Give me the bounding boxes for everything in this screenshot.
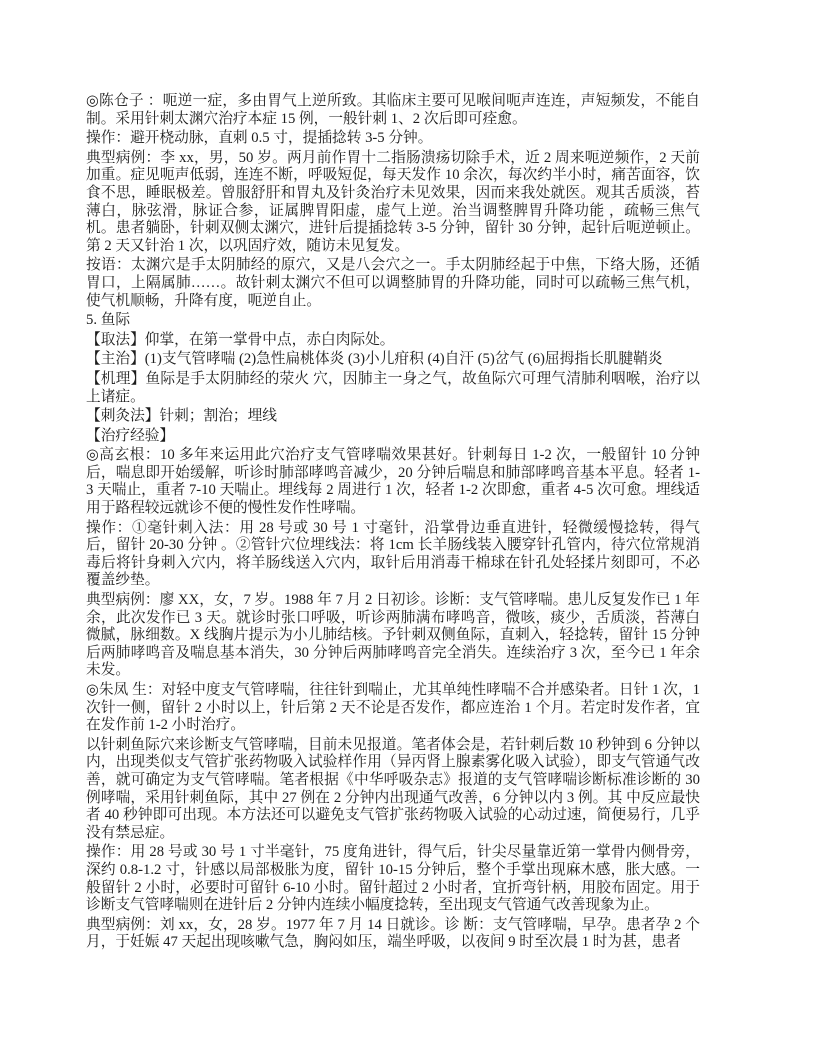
paragraph-mechanism: 【机理】鱼际是手太阴肺经的荥火 穴，因肺主一身之气，故鱼际穴可理气清肺利咽喉，治疗以上诸症。 (86, 370, 700, 405)
paragraph-needling-methods: 【刺灸法】针刺；割治；埋线 (86, 408, 277, 425)
paragraph-operation-yuji-2: 操作：用 28 号或 30 号 1 寸半毫针，75 度角进针，得气后，针尖尽量靠近第一掌骨内侧骨旁，深约 0.8-1.2 寸，针感以局部极胀为度，留针 10-15 分钟后，整个手掌出现麻木感，胀大感。一般留针 2 小时，必要时可留针 6-10 小时。留针超过 2 小时者，宜折弯针柄，用胶布固定。用于诊断支气管哮喘则在进针后 2 分钟内连续小幅度捻转，至出现支气管通气改善现象为止。 (86, 844, 700, 914)
paragraph-diagnosis-method: 以针刺鱼际穴来诊断支气管哮喘，目前未见报道。笔者体会是，若针刺后数 10 秒钟到 6 分钟以内，出现类似支气管扩张药物吸入试验样作用（异丙肾上腺素雾化吸入试验），即支气管通气改善，就可确定为支气管哮喘。笔者根据《中华呼吸杂志》报道的支气管哮喘诊断标准诊断的 30 例哮喘，采用针刺鱼际，其中 27 例在 2 分钟内出现通气改善，6 分钟以内 3 例。其 中反应最快者 40 秒钟即可出现。本方法还可以避免支气管扩张药物吸入试验的心动过速，简便易行，几乎没有禁忌症。 (86, 736, 700, 841)
paragraph-case-liao: 典型病例：廖 XX，女，7 岁。1988 年 7 月 2 日初诊。诊断：支气管哮喘。患儿反复发作已 1 年余，此次发作已 3 天。就诊时张口呼吸，听诊两肺满布哮鸣音，微咳，痰少，舌质淡，苔薄白微腻，脉细数。X 线胸片提示为小儿肺结核。予针刺双侧鱼际，直刺入，轻捻转，留针 15 分钟后两肺哮鸣音及喘息基本消失，30 分钟后两肺哮鸣音完全消失。连续治疗 3 次，至今已 1 年余未发。 (86, 592, 700, 679)
paragraph-chen-cangzi: ◎陈仓子 ：呃逆一症，多由胃气上逆所致。其临床主要可见喉间呃声连连，声短频发，不能自制。采用针刺太渊穴治疗本症 15 例，一般针刺 1、2 次后即可痊愈。 (86, 93, 700, 127)
paragraph-commentary-taiyuan: 按语：太渊穴是手太阴肺经的原穴，又是八会穴之一。手太阴肺经起于中焦，下络大肠，还循胃口，上隔属肺……。故针刺太渊穴不但可以调整肺胃的升降功能，同时可以疏畅三焦气机，使气机顺畅，升降有度，呃逆自止。 (86, 257, 700, 309)
paragraph-case-li: 典型病例：李 xx，男，50 岁。两月前作胃十二指肠溃疡切除手术，近 2 周来呃逆频作，2 天前加重。症见呃声低弱，连连不断，呼吸短促，每天发作 10 余次，每次约半小时，痛苦面容，饮食不思，睡眠极差。曾服舒肝和胃丸及针灸治疗未见效果，因而来我处就医。观其舌质淡，苔薄白，脉弦滑，脉证合参，证属脾胃阳虚，虚气上逆。治当调整脾胃升降功能 ，疏畅三焦气机。患者躺卧，针刺双侧太渊穴，进针后提插捻转 3-5 分钟，留针 30 分钟，起针后呃逆顿止。第 2 天又针治 1 次，以巩固疗效，随访未见复发。 (86, 149, 700, 254)
paragraph-zhu-fengsheng: ◎朱凤 生：对轻中度支气管哮喘，往往针到喘止，尤其单纯性哮喘不合并感染者。日针 1 次，1 次针一侧，留针 2 小时以上，针后第 2 天不论是否发作，都应连治 1 个月。若定时发作者，宜在发作前 1-2 小时治疗。 (86, 682, 700, 734)
paragraph-gao-xuangen: ◎高玄根：10 多年来运用此穴治疗支气管哮喘效果甚好。针刺每日 1-2 次，一般留针 10 分钟后，喘息即开始缓解，听诊时肺部哮鸣音减少，20 分钟后喘息和肺部哮鸣音基本平息。轻者 1-3 天喘止，重者 7-10 天喘止。埋线每 2 周进行 1 次，轻者 1-2 次即愈，重者 4-5 次可愈。埋线适用于路程较远就诊不便的慢性发作性哮喘。 (86, 447, 700, 517)
section-heading-yuji: 5. 鱼际 (86, 312, 131, 329)
paragraph-indications: 【主治】(1)支气管哮喘 (2)急性扁桃体炎 (3)小儿疳积 (4)自汗 (5)岔气 (6)屈拇指长肌腱鞘炎 (86, 351, 663, 368)
paragraph-location-method: 【取法】仰掌，在第一掌骨中点，赤白肉际处。 (86, 331, 395, 348)
paragraph-case-liu: 典型病例：刘 xx，女，28 岁。1977 年 7 月 14 日就诊。诊 断：支气管哮喘，早孕。患者孕 2 个月，于妊娠 47 天起出现咳嗽气急，胸闷如压，端坐呼吸，以夜间 9 时至次晨 1 时为甚，患者 (86, 916, 700, 951)
paragraph-operation-yuji-1: 操作：①毫针刺入法：用 28 号或 30 号 1 寸毫针，沿掌骨边垂直进针，轻微缓慢捻转，得气后，留针 20-30 分钟 。②管针穴位埋线法：将 1cm 长羊肠线装入腰穿针孔管内，待穴位常规消毒后将针身刺入穴内，将羊肠线送入穴内，取针后用消毒干棉球在针孔处轻揉片刻即可，不必覆盖纱垫。 (86, 519, 700, 589)
paragraph-operation-taiyuan: 操作：避开桡动脉，直刺 0.5 寸，提插捻转 3-5 分钟。 (86, 130, 433, 147)
paragraph-treatment-experience-heading: 【治疗经验】 (86, 427, 175, 444)
document-body (86, 93, 700, 954)
